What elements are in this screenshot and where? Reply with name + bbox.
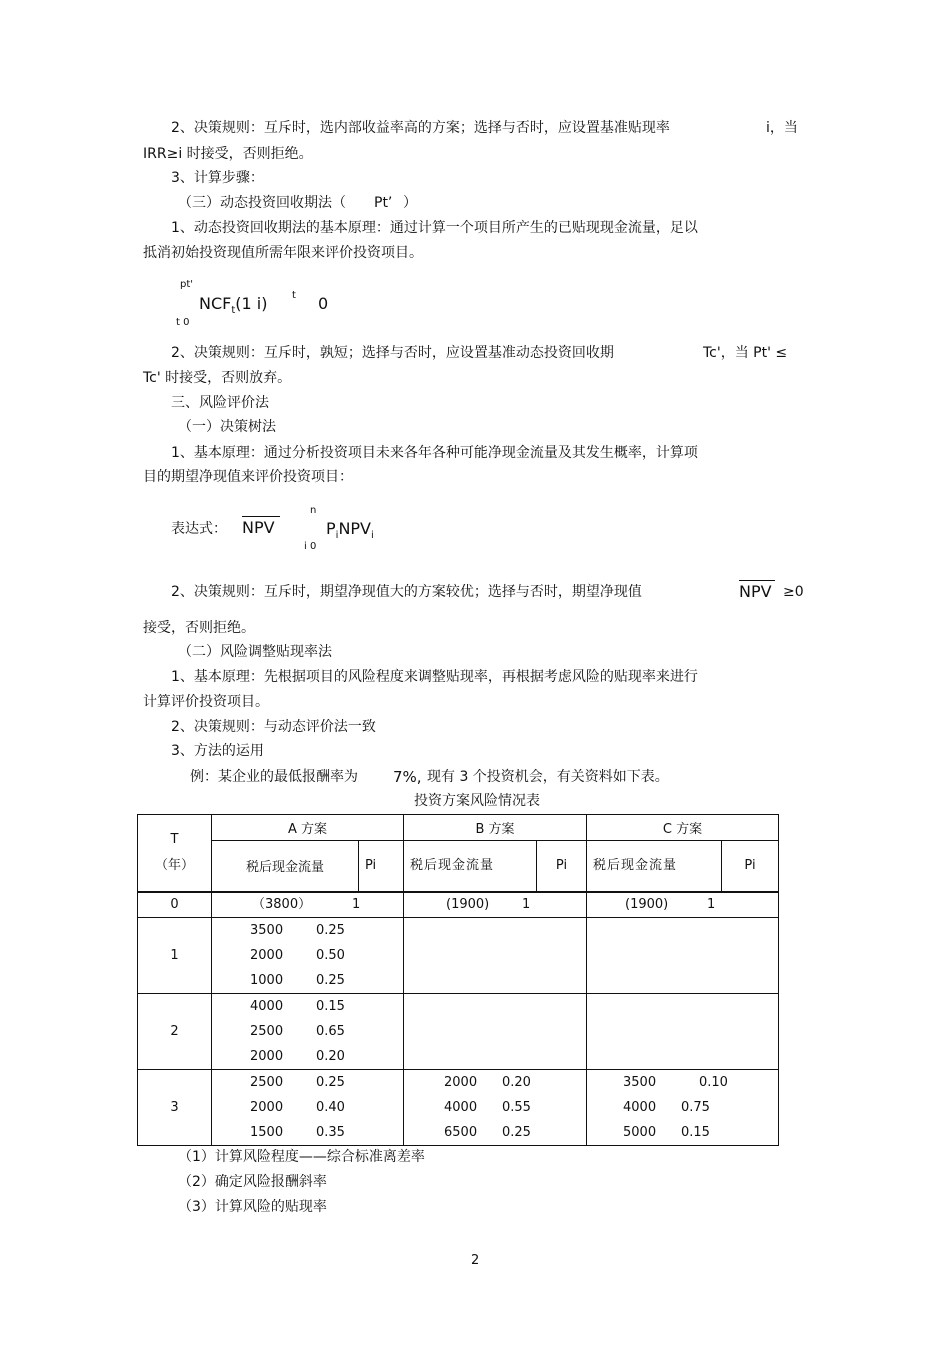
payback-principle: 1、动态投资回收期法的基本原理：通过计算一个项目所产生的已贴现现金流量，足以: [171, 220, 698, 236]
decision-rule-payback: 2、决策规则：互斥时，孰短；选择与否时，应设置基准动态投资回收期: [171, 345, 614, 361]
row-year: 2: [138, 994, 212, 1070]
formula1-lower-limit: t 0: [176, 317, 190, 328]
plan-b-pi-header: Pi: [537, 841, 587, 892]
plan-c-values: [587, 918, 779, 994]
risk-table: [137, 814, 779, 1146]
table-row: [138, 918, 779, 994]
section-risk-adjusted-rate: （二）风险调整贴现率法: [178, 644, 332, 660]
plan-b-values: [404, 994, 587, 1070]
example-intro: 例：某企业的最低报酬率为: [190, 769, 358, 785]
decision-rule-irr: 2、决策规则：互斥时，选内部收益率高的方案；选择与否时，应设置基准贴现率: [171, 120, 670, 136]
section-dynamic-payback-close: ）: [403, 195, 417, 211]
plan-b-cashflow-header: 税后现金流量: [404, 841, 537, 892]
formula1-rhs: 0: [318, 294, 329, 313]
formula2-sum-term: $P_iNPV_i$: [326, 519, 374, 542]
step-1: （1）计算风险程度——综合标准离差率: [178, 1149, 425, 1165]
table-row: [138, 892, 779, 918]
page-number: 2: [471, 1253, 480, 1268]
decision-rule-payback-cont: Tc' 时接受，否则放弃。: [143, 370, 292, 386]
plan-b-header: B 方案: [404, 815, 587, 841]
decision-rule-payback-tail: Tc'，当 Pt' ≤: [703, 345, 788, 361]
example-rate: 7%,: [393, 768, 422, 786]
row-year: 0: [138, 892, 212, 918]
plan-a-values: 3500 0.25 2000 0.50 1000 0.25: [212, 918, 404, 994]
plan-a-values: 2500 0.25 2000 0.40 1500 0.35: [212, 1070, 404, 1146]
plan-c-values: 3500 0.10 4000 0.75 5000 0.15: [587, 1070, 779, 1146]
risk-adjusted-rule: 2、决策规则：与动态评价法一致: [171, 719, 376, 735]
plan-a-values: （3800） 1: [212, 892, 404, 918]
section-risk-evaluation: 三、风险评价法: [171, 395, 269, 411]
calc-steps: 3、计算步骤：: [171, 170, 264, 186]
decision-tree-principle-cont: 目的期望净现值来评价投资项目：: [143, 469, 353, 485]
row-year: 1: [138, 918, 212, 994]
decision-rule-npv-bar: NPV: [739, 580, 775, 602]
plan-c-values: [587, 994, 779, 1070]
plan-b-values: (1900) 1: [404, 892, 587, 918]
table-row: [138, 994, 779, 1070]
decision-rule-tree-cont: 接受，否则拒绝。: [143, 620, 255, 636]
plan-a-cashflow-header: 税后现金流量: [212, 841, 359, 892]
plan-b-values: 2000 0.20 4000 0.55 6500 0.25: [404, 1070, 587, 1146]
plan-c-header: C 方案: [587, 815, 779, 841]
step-3: （3）计算风险的贴现率: [178, 1199, 327, 1215]
formula2-upper-limit: n: [310, 505, 317, 516]
section-dynamic-payback: （三）动态投资回收期法（: [178, 195, 346, 211]
plan-a-pi-header: Pi: [359, 841, 404, 892]
t-year-header: T （年）: [138, 815, 212, 892]
table-row: [138, 1070, 779, 1146]
plan-a-values: 4000 0.15 2500 0.65 2000 0.20: [212, 994, 404, 1070]
expression-label: 表达式：: [171, 521, 227, 537]
decision-rule-tree-threshold: ≥0: [783, 584, 804, 600]
plan-b-values: [404, 918, 587, 994]
payback-principle-cont: 抵消初始投资现值所需年限来评价投资项目。: [143, 245, 423, 261]
decision-rule-tree: 2、决策规则：互斥时，期望净现值大的方案较优；选择与否时，期望净现值: [171, 584, 642, 600]
formula1-exponent: t: [292, 290, 296, 301]
row-year: 3: [138, 1070, 212, 1146]
plan-c-cashflow-header: 税后现金流量: [587, 841, 722, 892]
section-decision-tree: （一）决策树法: [178, 419, 276, 435]
decision-rule-irr-cont: IRR≥i 时接受，否则拒绝。: [143, 146, 313, 162]
method-application: 3、方法的运用: [171, 743, 264, 759]
risk-adjusted-principle-cont: 计算评价投资项目。: [143, 694, 269, 710]
plan-c-pi-header: Pi: [722, 841, 779, 892]
step-2: （2）确定风险报酬斜率: [178, 1174, 327, 1190]
formula2-lower-limit: i 0: [304, 541, 317, 552]
example-intro-cont: 现有 3 个投资机会，有关资料如下表。: [427, 769, 669, 785]
decision-rule-irr-tail: i，当: [766, 120, 798, 136]
risk-adjusted-principle: 1、基本原理：先根据项目的风险程度来调整贴现率，再根据考虑风险的贴现率来进行: [171, 669, 698, 685]
plan-a-header: A 方案: [212, 815, 404, 841]
table-title: 投资方案风险情况表: [414, 793, 540, 809]
plan-c-values: (1900) 1: [587, 892, 779, 918]
formula2-expected-npv: NPV: [242, 516, 280, 538]
decision-tree-principle: 1、基本原理：通过分析投资项目未来各年各种可能净现金流量及其发生概率，计算项: [171, 445, 698, 461]
formula1-upper-limit: pt': [180, 279, 194, 290]
formula1-ncf: $NCF_t(1$ i): [199, 294, 268, 317]
section-dynamic-payback-symbol: Pt’: [374, 195, 393, 211]
